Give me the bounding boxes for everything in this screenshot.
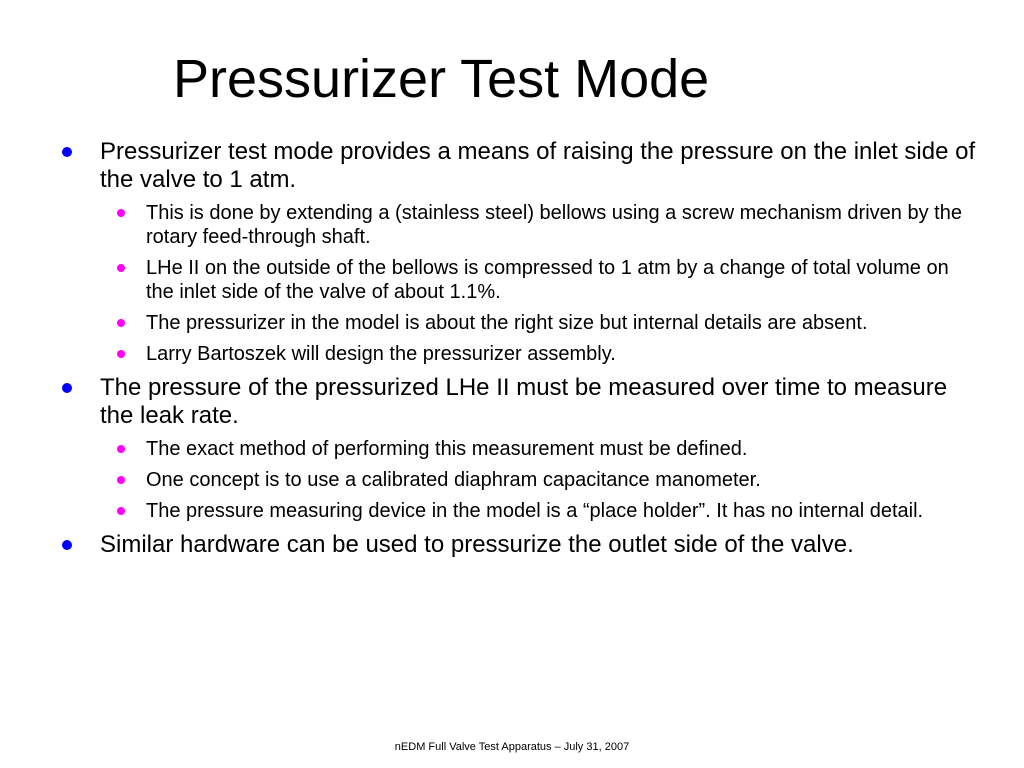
bullet-text: Pressurizer test mode provides a means of raising the pressure on the inlet side of the valve to 1 atm. xyxy=(100,138,976,193)
sub-bullet-text: One concept is to use a calibrated diaphram capacitance manometer. xyxy=(146,469,761,491)
sub-bullet-text: The exact method of performing this measurement must be defined. xyxy=(146,438,748,460)
sub-bullet-dot-icon xyxy=(117,350,125,358)
bullet-dot-icon xyxy=(62,540,72,550)
sub-bullet-item xyxy=(100,499,982,523)
sub-bullet-item xyxy=(100,342,982,366)
sub-bullet-dot-icon xyxy=(117,319,125,327)
bullet-item xyxy=(62,138,982,366)
sub-bullet-item xyxy=(100,437,982,461)
bullet-dot-icon xyxy=(62,383,72,393)
sub-bullet-text: This is done by extending a (stainless steel) bellows using a screw mechanism driven by the rotary feed-through shaft. xyxy=(146,202,962,248)
sub-bullet-text: LHe II on the outside of the bellows is compressed to 1 atm by a change of total volume on the inlet side of the valve of about 1.1%. xyxy=(146,257,949,303)
sub-bullet-dot-icon xyxy=(117,507,125,515)
sub-bullet-list xyxy=(100,437,982,523)
sub-bullet-item xyxy=(100,311,982,335)
sub-bullet-dot-icon xyxy=(117,264,125,272)
bullet-text: Similar hardware can be used to pressurize the outlet side of the valve. xyxy=(100,531,854,558)
slide-footer: nEDM Full Valve Test Apparatus – July 31, 2007 xyxy=(394,741,630,753)
sub-bullet-item xyxy=(100,256,982,304)
sub-bullet-item xyxy=(100,468,982,492)
sub-bullet-text: The pressurizer in the model is about the right size but internal details are absent. xyxy=(146,312,868,334)
slide-title: Pressurizer Test Mode xyxy=(173,49,710,109)
sub-bullet-item xyxy=(100,201,982,249)
sub-bullet-dot-icon xyxy=(117,209,125,217)
sub-bullet-dot-icon xyxy=(117,476,125,484)
bullet-list xyxy=(62,138,982,567)
sub-bullet-text: The pressure measuring device in the model is a “place holder”. It has no internal detail. xyxy=(146,500,924,522)
bullet-text: The pressure of the pressurized LHe II must be measured over time to measure the leak rate. xyxy=(100,374,948,429)
bullet-dot-icon xyxy=(62,147,72,157)
bullet-item xyxy=(62,531,982,559)
sub-bullet-dot-icon xyxy=(117,445,125,453)
bullet-item xyxy=(62,374,982,523)
sub-bullet-list xyxy=(100,201,982,366)
sub-bullet-text: Larry Bartoszek will design the pressurizer assembly. xyxy=(146,343,616,365)
